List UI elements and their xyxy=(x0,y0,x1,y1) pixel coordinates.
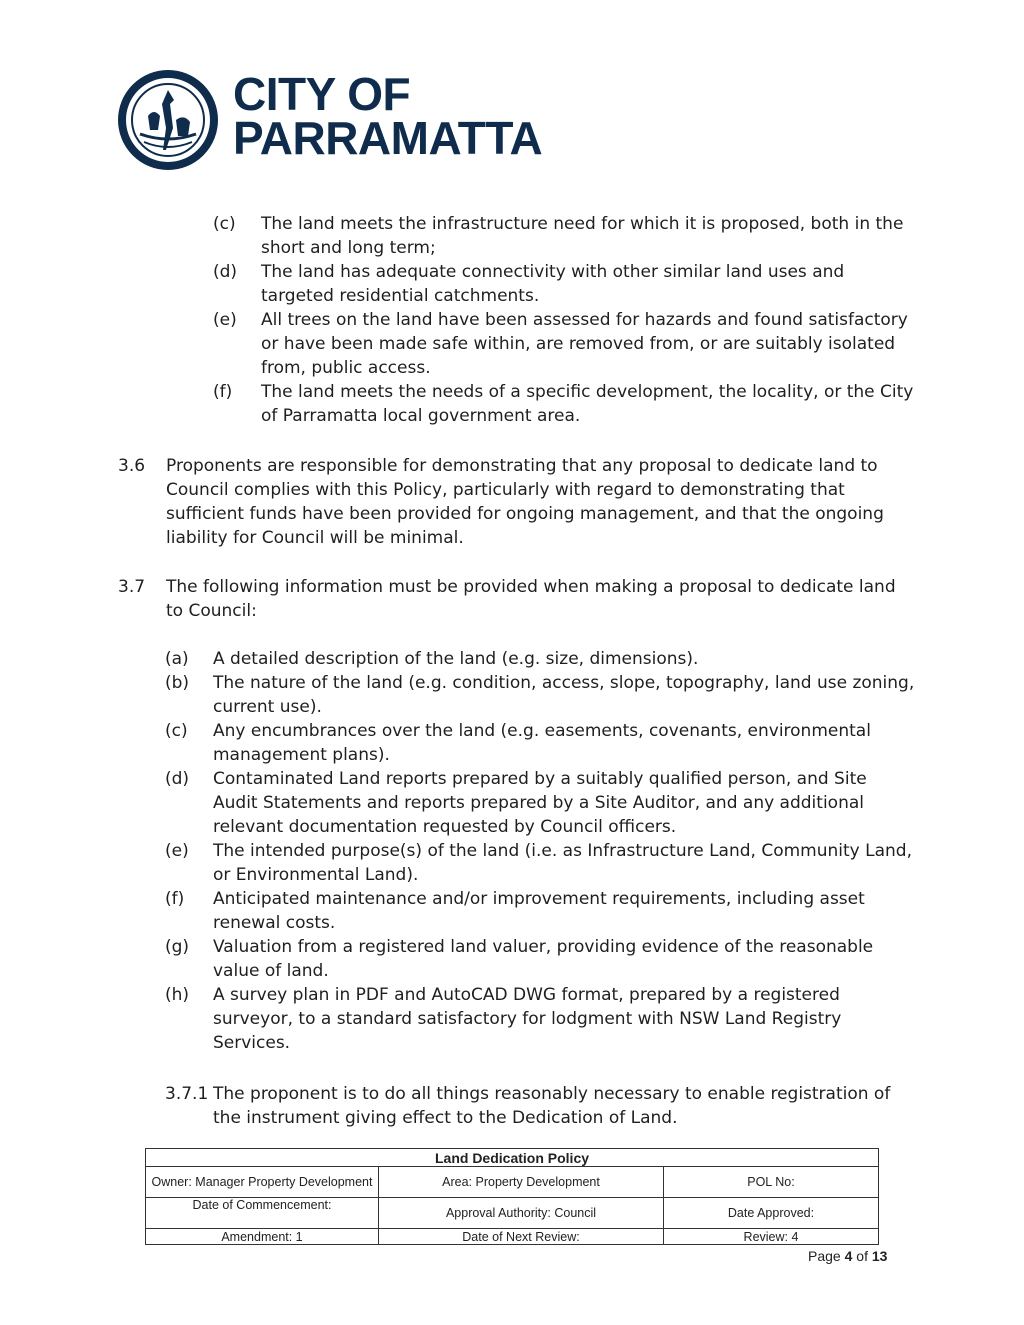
policy-title: Land Dedication Policy xyxy=(146,1149,879,1167)
list-item-label: (a) xyxy=(165,649,189,669)
text-line: Audit Statements and reports prepared by a Site Auditor, and any additional xyxy=(213,793,864,813)
list-item-label: (c) xyxy=(213,214,236,234)
list-item-label: (f) xyxy=(165,889,185,909)
list-item-label: (e) xyxy=(165,841,189,861)
amendment-cell: Amendment: 1 xyxy=(146,1229,379,1245)
text-line: of Parramatta local government area. xyxy=(261,406,581,426)
text-line: short and long term; xyxy=(261,238,436,258)
text-line: Any encumbrances over the land (e.g. easements, covenants, environmental xyxy=(213,721,871,741)
text-line: renewal costs. xyxy=(213,913,336,933)
list-item-text xyxy=(213,767,867,839)
text-line: Valuation from a registered land valuer, providing evidence of the reasonable xyxy=(213,937,874,957)
text-line: A detailed description of the land (e.g. size, dimensions). xyxy=(213,649,699,669)
list-item-text xyxy=(213,935,873,983)
review-cell: Review: 4 xyxy=(664,1229,879,1245)
text-line: A survey plan in PDF and AutoCAD DWG format, prepared by a registered xyxy=(213,985,840,1005)
text-line: management plans). xyxy=(213,745,390,765)
list-item-text xyxy=(261,212,903,260)
page-prefix: Page xyxy=(808,1248,841,1264)
text-line: the instrument giving effect to the Dedication of Land. xyxy=(213,1108,678,1128)
list-item-text xyxy=(213,839,912,887)
list-item-label: (e) xyxy=(213,310,237,330)
clause-number: 3.6 xyxy=(118,456,146,476)
list-item-text xyxy=(213,719,871,767)
page-number xyxy=(808,1248,887,1264)
logo-wordmark xyxy=(233,68,543,164)
text-line: value of land. xyxy=(213,961,329,981)
list-item-label: (f) xyxy=(213,382,233,402)
logo-line-2: PARRAMATTA xyxy=(233,112,543,164)
list-item-text xyxy=(213,671,914,719)
date-approved-cell: Date Approved: xyxy=(664,1198,879,1229)
text-line: Proponents are responsible for demonstrating that any proposal to dedicate land to xyxy=(166,456,878,476)
clause-text xyxy=(166,454,884,550)
clause-text xyxy=(166,575,896,623)
list-item-label: (h) xyxy=(165,985,190,1005)
list-item-text xyxy=(261,380,913,428)
text-line: sufficient funds have been provided for ongoing management, and that the ongoing xyxy=(166,504,884,524)
page-current: 4 xyxy=(844,1248,853,1264)
council-emblem-icon xyxy=(118,70,218,170)
text-line: All trees on the land have been assessed for hazards and found satisfactory xyxy=(261,310,908,330)
text-line: to Council: xyxy=(166,601,257,621)
text-line: The land meets the infrastructure need for which it is proposed, both in the xyxy=(261,214,904,234)
text-line: Council complies with this Policy, particularly with regard to demonstrating that xyxy=(166,480,845,500)
page-of: of xyxy=(856,1248,868,1264)
text-line: or have been made safe within, are removed from, or are suitably isolated xyxy=(261,334,896,354)
list-item-label: (b) xyxy=(165,673,190,693)
page-total: 13 xyxy=(871,1248,888,1264)
clause-number: 3.7 xyxy=(118,577,146,597)
text-line: The nature of the land (e.g. condition, access, slope, topography, land use zoning, xyxy=(213,673,915,693)
list-item-text xyxy=(213,887,865,935)
approval-authority-cell: Approval Authority: Council xyxy=(379,1198,664,1229)
text-line: The following information must be provided when making a proposal to dedicate land xyxy=(166,577,896,597)
text-line: The proponent is to do all things reasonably necessary to enable registration of xyxy=(213,1084,891,1104)
list-item-label: (d) xyxy=(165,769,190,789)
next-review-cell: Date of Next Review: xyxy=(379,1229,664,1245)
clause-number: 3.7.1 xyxy=(165,1084,209,1104)
list-item-label: (d) xyxy=(213,262,238,282)
text-line: current use). xyxy=(213,697,322,717)
list-item-text xyxy=(261,260,844,308)
owner-cell: Owner: Manager Property Development xyxy=(146,1167,379,1198)
text-line: The land has adequate connectivity with other similar land uses and xyxy=(261,262,845,282)
clause-text xyxy=(213,1082,890,1130)
pol-no-cell: POL No: xyxy=(664,1167,879,1198)
text-line: relevant documentation requested by Council officers. xyxy=(213,817,677,837)
area-cell: Area: Property Development xyxy=(379,1167,664,1198)
text-line: The intended purpose(s) of the land (i.e. as Infrastructure Land, Community Land, xyxy=(213,841,913,861)
city-of-parramatta-logo xyxy=(118,70,558,170)
text-line: surveyor, to a standard satisfactory for lodgment with NSW Land Registry xyxy=(213,1009,842,1029)
text-line: The land meets the needs of a specific development, the locality, or the City xyxy=(261,382,914,402)
policy-footer-table xyxy=(145,1148,879,1245)
commencement-cell: Date of Commencement: xyxy=(146,1198,379,1229)
text-line: Anticipated maintenance and/or improvement requirements, including asset xyxy=(213,889,865,909)
text-line: liability for Council will be minimal. xyxy=(166,528,464,548)
text-line: from, public access. xyxy=(261,358,431,378)
text-line: Contaminated Land reports prepared by a suitably qualified person, and Site xyxy=(213,769,867,789)
list-item-text xyxy=(261,308,908,380)
text-line: targeted residential catchments. xyxy=(261,286,540,306)
logo-line-1: CITY OF xyxy=(233,68,411,120)
list-item-label: (c) xyxy=(165,721,188,741)
list-item-label: (g) xyxy=(165,937,190,957)
list-item-text xyxy=(213,647,698,671)
list-item-text xyxy=(213,983,841,1055)
text-line: or Environmental Land). xyxy=(213,865,419,885)
text-line: Services. xyxy=(213,1033,291,1053)
